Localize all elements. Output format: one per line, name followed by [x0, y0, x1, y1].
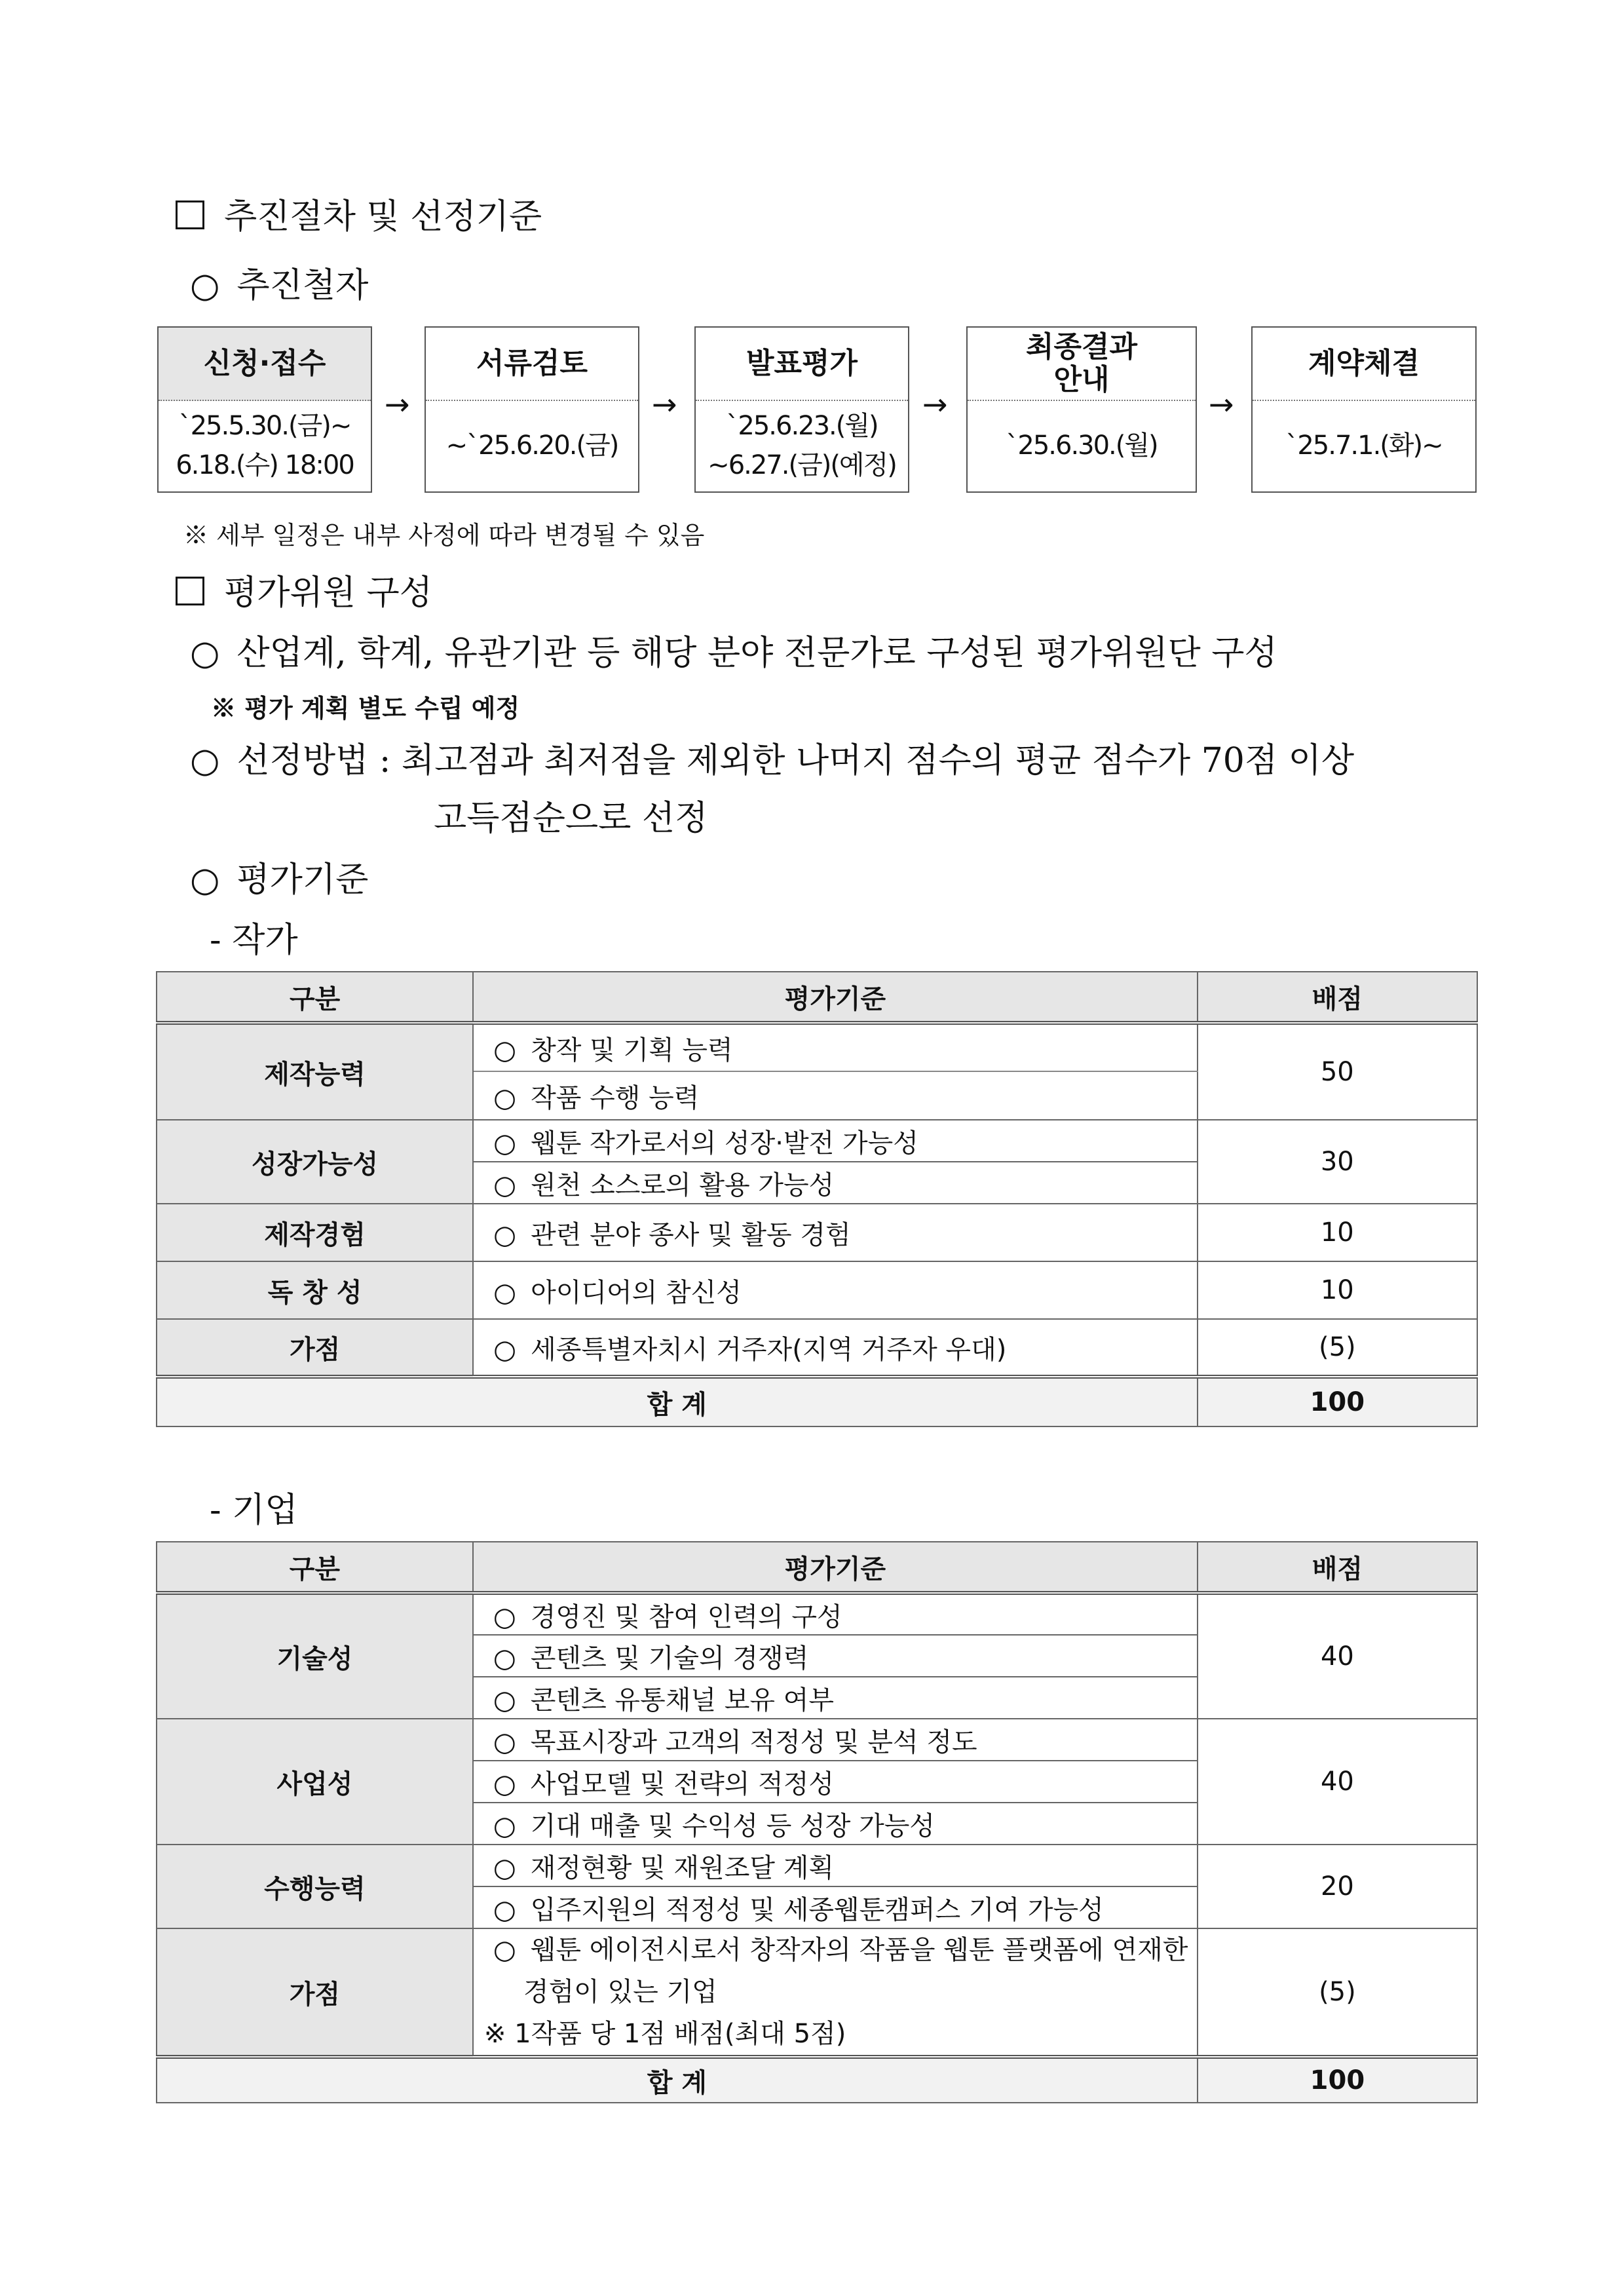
criteria-text: 원천 소스로의 활용 가능성 [531, 1170, 835, 1200]
flow-step-presentation [694, 326, 909, 493]
arrow-right-icon: → [1209, 387, 1234, 422]
heading-text: 평가위원 구성 [224, 573, 432, 613]
table-row [157, 1261, 1477, 1319]
flow-date-line2: ~6.27.(금)(예정) [708, 450, 896, 480]
table-row [157, 1023, 1477, 1071]
table-row [157, 1204, 1477, 1261]
total-label: 합 계 [157, 2057, 1198, 2103]
criteria-text: 사업모델 및 전략의 적정성 [530, 1769, 834, 1799]
committee-note: ※ 평가 계획 별도 수립 예정 [211, 693, 520, 723]
flow-step-title: 계약체결 [1253, 328, 1475, 401]
criteria-cell [473, 1635, 1198, 1677]
small-circle-icon: ○ [493, 1334, 517, 1365]
criteria-cell [473, 1593, 1198, 1635]
flow-date-line2: 6.18.(수) 18:00 [176, 450, 354, 480]
criteria-text: 입주지원의 적정성 및 세종웹툰캠퍼스 기여 가능성 [530, 1894, 1104, 1925]
criteria-text: 경영진 및 참여 인력의 구성 [530, 1601, 842, 1632]
checkbox-square-icon [176, 577, 204, 605]
criteria-note: ※ 1작품 당 1점 배점(최대 5점) [483, 2019, 846, 2049]
subheading-procedure [190, 258, 368, 307]
criteria-text: 아이디어의 참신성 [531, 1277, 742, 1308]
flow-step-date: `25.7.1.(화)~ [1285, 430, 1443, 461]
criteria-cell [473, 1204, 1197, 1261]
flow-step-title: 서류검토 [426, 328, 638, 401]
score-cell: 50 [1198, 1023, 1477, 1120]
criteria-cell [473, 1845, 1198, 1886]
flow-step-date: ~`25.6.20.(금) [445, 430, 618, 461]
flow-step-date: `25.6.30.(월) [1006, 430, 1158, 461]
category-cell: 가점 [157, 1928, 473, 2057]
section-heading-procedure [176, 189, 542, 238]
table-row [157, 1845, 1477, 1886]
flow-step-contract [1251, 326, 1477, 493]
criteria-cell [473, 1120, 1197, 1162]
criteria-cell [473, 1071, 1197, 1120]
total-row [157, 2057, 1477, 2103]
criteria-cell [473, 1319, 1197, 1377]
flow-step-apply [157, 326, 372, 493]
subheading-text: 추진철자 [236, 266, 369, 305]
small-circle-icon: ○ [493, 1935, 516, 1965]
header-score: 배점 [1198, 972, 1477, 1023]
criteria-cell [473, 1162, 1197, 1204]
table-header-row [157, 1542, 1477, 1593]
criteria-cell [473, 1928, 1198, 2057]
committee-item-method-cont: 고득점순으로 선정 [434, 799, 708, 838]
table-row [157, 1593, 1477, 1635]
small-circle-icon: ○ [493, 1128, 517, 1158]
category-cell: 독 창 성 [157, 1261, 473, 1319]
writer-table-label: - 작가 [210, 921, 298, 960]
category-cell: 사업성 [157, 1719, 473, 1845]
criteria-text: 웹툰 작가로서의 성장·발전 가능성 [531, 1128, 918, 1158]
circle-bullet-icon: ○ [190, 634, 220, 673]
header-category: 구분 [157, 972, 473, 1023]
flow-title-line1: 최종결과 [1025, 330, 1137, 364]
checkbox-square-icon [176, 201, 204, 229]
criteria-text: 창작 및 기획 능력 [531, 1035, 733, 1065]
flow-step-document-review [425, 326, 639, 493]
criteria-text: 관련 분야 종사 및 활동 경험 [531, 1219, 851, 1250]
header-criteria: 평가기준 [473, 972, 1197, 1023]
small-circle-icon: ○ [493, 1685, 516, 1715]
criteria-cell [473, 1886, 1198, 1928]
criteria-text: 재정현황 및 재원조달 계획 [530, 1852, 834, 1883]
category-cell: 제작경험 [157, 1204, 473, 1261]
category-cell: 기술성 [157, 1593, 473, 1719]
heading-text: 추진절차 및 선정기준 [224, 197, 542, 237]
small-circle-icon: ○ [493, 1277, 517, 1308]
writer-criteria-table [156, 971, 1478, 1427]
small-circle-icon: ○ [493, 1035, 517, 1065]
category-cell: 수행능력 [157, 1845, 473, 1928]
arrow-right-icon: → [652, 387, 677, 422]
section-heading-committee [176, 565, 432, 614]
criteria-cell [473, 1761, 1198, 1803]
score-cell: 10 [1198, 1204, 1477, 1261]
flow-step-title: 신청·접수 [159, 328, 371, 401]
flow-step-title: 발표평가 [696, 328, 908, 401]
criteria-line [493, 1929, 1197, 1971]
flow-step-final-result [966, 326, 1197, 493]
score-cell: 20 [1198, 1845, 1477, 1928]
company-table-label: - 기업 [210, 1491, 298, 1530]
category-cell: 성장가능성 [157, 1120, 473, 1204]
circle-bullet-icon: ○ [190, 266, 220, 305]
criteria-text: 기대 매출 및 수익성 등 성장 가능성 [530, 1810, 935, 1841]
flow-step-date [159, 400, 371, 491]
total-score: 100 [1198, 1377, 1477, 1426]
criteria-text: 목표시장과 고객의 적정성 및 분석 정도 [530, 1727, 977, 1757]
flow-step-title [968, 328, 1196, 401]
small-circle-icon: ○ [493, 1769, 516, 1799]
small-circle-icon: ○ [493, 1170, 517, 1200]
small-circle-icon: ○ [493, 1852, 516, 1883]
criteria-cell [473, 1023, 1197, 1071]
small-circle-icon: ○ [493, 1601, 516, 1632]
category-cell: 가점 [157, 1319, 473, 1377]
committee-item-method [190, 733, 1354, 782]
total-label: 합 계 [157, 1377, 1198, 1426]
total-score: 100 [1198, 2057, 1477, 2103]
small-circle-icon: ○ [493, 1894, 516, 1925]
criteria-text: 작품 수행 능력 [531, 1082, 700, 1113]
item-text: 선정방법 : 최고점과 최저점을 제외한 나머지 점수의 평균 점수가 70점 이상 [236, 741, 1355, 780]
score-cell: 10 [1198, 1261, 1477, 1319]
schedule-note: ※ 세부 일정은 내부 사정에 따라 변경될 수 있음 [183, 521, 705, 550]
flow-date-line1: `25.5.30.(금)~ [178, 411, 351, 441]
criteria-text: 세종특별자치시 거주자(지역 거주자 우대) [531, 1334, 1007, 1365]
table-row [157, 1928, 1477, 2057]
criteria-cell [473, 1261, 1197, 1319]
company-criteria-table [156, 1541, 1478, 2103]
circle-bullet-icon: ○ [190, 860, 220, 900]
small-circle-icon: ○ [493, 1643, 516, 1674]
category-cell: 제작능력 [157, 1023, 473, 1120]
table-row [157, 1120, 1477, 1162]
score-cell: 40 [1198, 1719, 1477, 1845]
small-circle-icon: ○ [493, 1727, 516, 1757]
committee-item-criteria [190, 852, 368, 901]
criteria-line-cont: 경험이 있는 기업 [523, 1977, 717, 2007]
score-cell: 30 [1198, 1120, 1477, 1204]
committee-item-composition [190, 625, 1277, 674]
arrow-right-icon: → [385, 387, 410, 422]
table-row [157, 1719, 1477, 1761]
flow-title-line2: 안내 [1053, 363, 1110, 396]
header-criteria: 평가기준 [473, 1542, 1198, 1593]
small-circle-icon: ○ [493, 1810, 516, 1841]
criteria-text: 웹툰 에이전시로서 창작자의 작품을 웹툰 플랫폼에 연재한 [530, 1935, 1188, 1965]
total-row [157, 1377, 1477, 1426]
criteria-cell [473, 1677, 1198, 1719]
criteria-text: 콘텐츠 및 기술의 경쟁력 [530, 1643, 809, 1674]
flow-step-date [696, 400, 908, 491]
item-text: 평가기준 [236, 860, 369, 900]
score-cell: (5) [1198, 1319, 1477, 1377]
item-text: 산업계, 학계, 유관기관 등 해당 분야 전문가로 구성된 평가위원단 구성 [236, 634, 1277, 673]
table-header-row [157, 972, 1477, 1023]
circle-bullet-icon: ○ [190, 741, 220, 780]
criteria-cell [473, 1803, 1198, 1845]
small-circle-icon: ○ [493, 1219, 517, 1250]
criteria-cell [473, 1719, 1198, 1761]
score-cell: (5) [1198, 1928, 1477, 2057]
score-cell: 40 [1198, 1593, 1477, 1719]
header-score: 배점 [1198, 1542, 1477, 1593]
small-circle-icon: ○ [493, 1082, 517, 1113]
criteria-text: 콘텐츠 유통채널 보유 여부 [530, 1685, 834, 1715]
flow-date-line1: `25.6.23.(월) [726, 411, 878, 441]
table-row [157, 1319, 1477, 1377]
header-category: 구분 [157, 1542, 473, 1593]
arrow-right-icon: → [922, 387, 948, 422]
